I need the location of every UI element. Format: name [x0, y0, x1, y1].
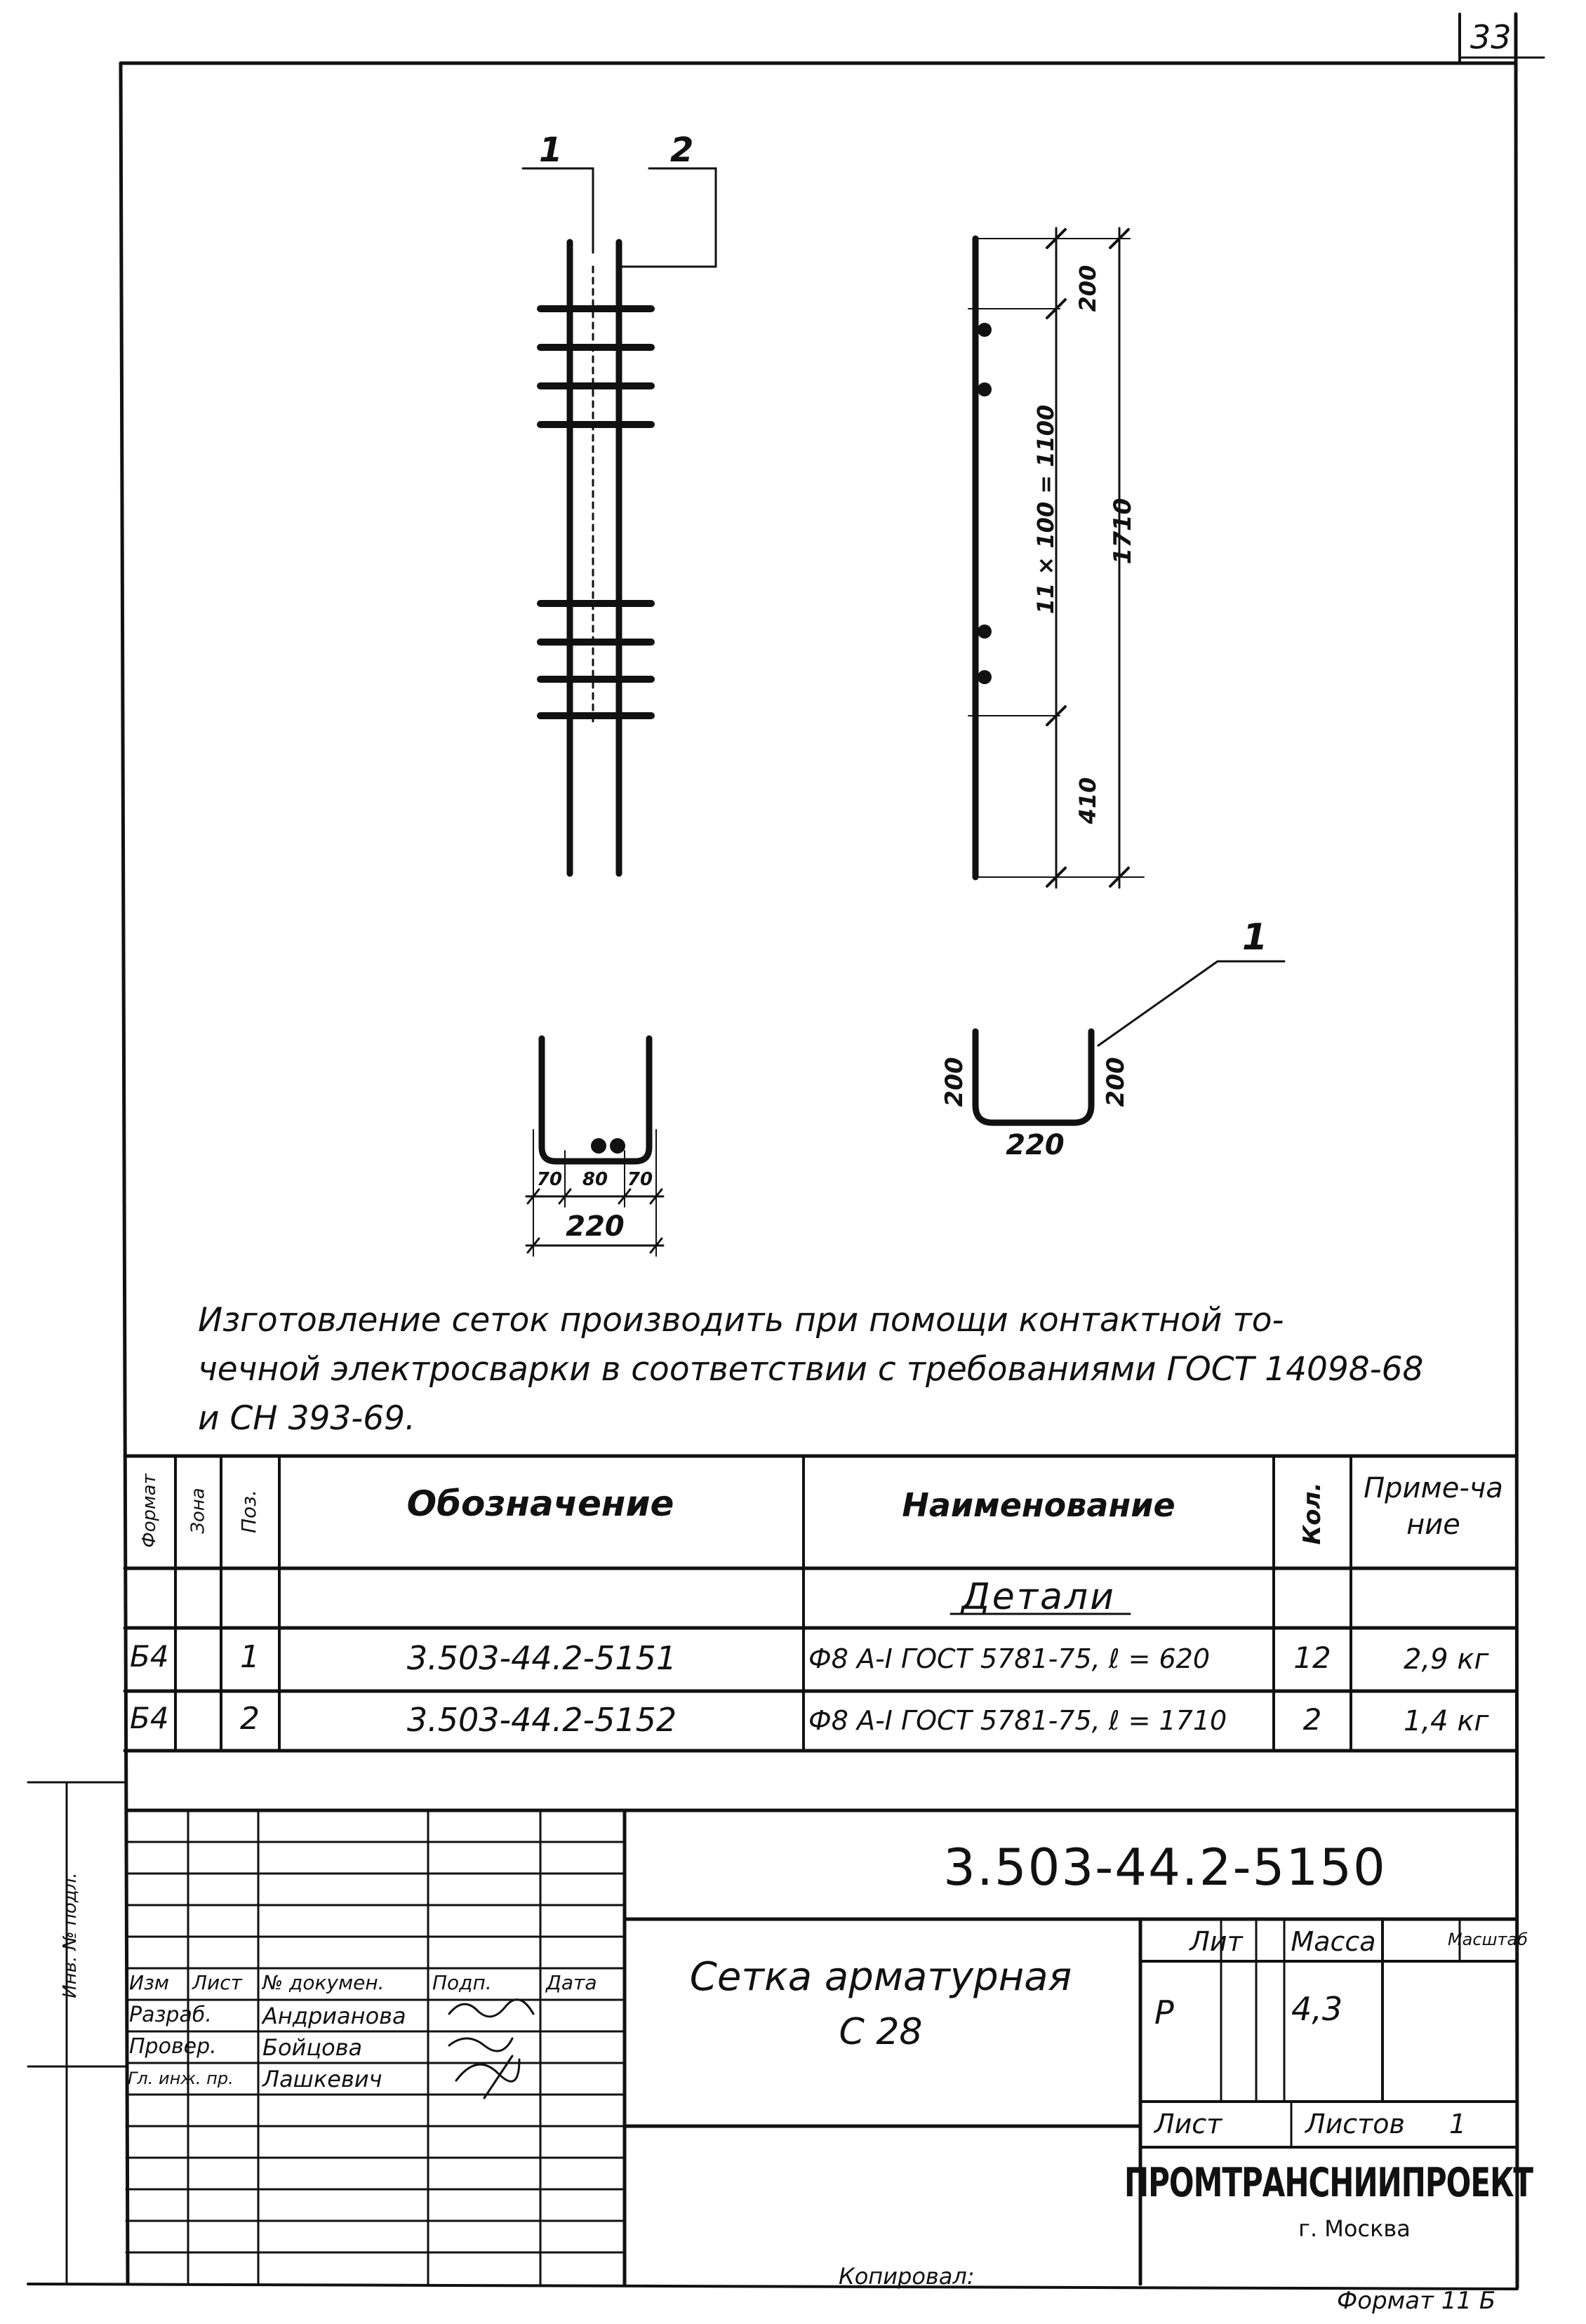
th-pos: Поз.: [237, 1490, 260, 1533]
copied-label: Копировал:: [839, 2263, 975, 2290]
th-note: Приме-чание: [1364, 1472, 1503, 1541]
note-line-1: Изготовление сеток производить при помощи контактной то-: [198, 1301, 1284, 1340]
section-title: Детали: [961, 1576, 1116, 1618]
col-izm: Изм: [129, 1971, 169, 1994]
org-name: ПРОМТРАНСНИИПРОЕКТ: [1124, 2159, 1533, 2206]
dim-bottom: 410: [1074, 777, 1101, 824]
format-label: Формат 11 Б: [1337, 2287, 1496, 2315]
scale-label: Масштаб: [1447, 1930, 1528, 1949]
dim-middle: 11 × 100 = 1100: [1032, 404, 1059, 615]
dim-u-left: 200: [940, 1057, 968, 1107]
lit-label: Лит: [1190, 1926, 1243, 1957]
role-3: Гл. инж. пр.: [128, 2069, 234, 2088]
role-2-name: Бойцова: [262, 2034, 363, 2061]
page-number: 33: [1470, 18, 1512, 56]
role-1-name: Андрианова: [262, 2003, 406, 2029]
mass-label: Масса: [1291, 1926, 1376, 1957]
role-1: Разраб.: [129, 2003, 212, 2027]
dim-seg-2: 80: [582, 1169, 608, 1190]
col-list: Лист: [192, 1971, 242, 1994]
row-1-pos: 1: [240, 1639, 260, 1675]
col-sign: Подп.: [432, 1971, 492, 1994]
dim-total: 1710: [1109, 497, 1137, 565]
row-1-qty: 12: [1293, 1641, 1331, 1675]
row-2-format: Б4: [130, 1701, 169, 1735]
lit-value: Р: [1154, 1994, 1174, 2031]
row-1-designation: 3.503-44.2-5151: [406, 1639, 677, 1677]
mass-value: 4,3: [1291, 1990, 1343, 2028]
dim-section-total: 220: [566, 1210, 625, 1243]
frame-bottom: [28, 2284, 1517, 2289]
row-2-designation: 3.503-44.2-5152: [406, 1701, 677, 1739]
row-2-note: 1,4 кг: [1404, 1705, 1489, 1737]
th-designation: Обозначение: [406, 1483, 674, 1524]
note-line-2: чечной электросварки в соответствии с требованиями ГОСТ 14098-68: [198, 1350, 1424, 1389]
dim-top: 200: [1074, 265, 1101, 312]
row-1-format: Б4: [130, 1639, 169, 1674]
th-format: Формат: [139, 1474, 160, 1548]
frame-left: [121, 63, 128, 2284]
role-2: Провер.: [129, 2034, 217, 2059]
callout-2: 2: [670, 131, 694, 170]
dim-u-width: 220: [1006, 1129, 1065, 1161]
margin-note: Инв. № подл.: [60, 1872, 81, 1998]
th-qty: Кол.: [1298, 1482, 1326, 1545]
row-2-pos: 2: [240, 1701, 260, 1737]
org-city: г. Москва: [1298, 2215, 1411, 2242]
title-line-1: Сетка арматурная: [689, 1954, 1072, 2000]
row-1-name: Ф8 А-I ГОСТ 5781-75, ℓ = 620: [808, 1643, 1211, 1674]
row-2-qty: 2: [1302, 1702, 1322, 1737]
dim-seg-1: 70: [536, 1169, 563, 1190]
cross-bars: [540, 309, 651, 716]
title-line-2: С 28: [839, 2011, 923, 2053]
sheets-label: Листов: [1305, 2109, 1405, 2139]
th-name: Наименование: [902, 1486, 1175, 1524]
dim-seg-3: 70: [627, 1169, 653, 1190]
row-2-name: Ф8 А-I ГОСТ 5781-75, ℓ = 1710: [808, 1705, 1227, 1736]
sheets-value: 1: [1449, 2109, 1467, 2139]
callout-1: 1: [539, 131, 563, 170]
dim-u-right: 200: [1102, 1057, 1130, 1107]
col-doc: № докумен.: [262, 1971, 385, 1994]
row-1-note: 2,9 кг: [1404, 1643, 1489, 1676]
sheet-label: Лист: [1154, 2109, 1222, 2139]
weld-points: [591, 323, 992, 1154]
doc-number: 3.503-44.2-5150: [943, 1838, 1387, 1897]
col-date: Дата: [546, 1971, 597, 1994]
role-3-name: Лашкевич: [262, 2066, 382, 2092]
th-zone: Зона: [187, 1488, 209, 1534]
note-line-3: и СН 393-69.: [198, 1399, 415, 1438]
callout-bottom-1: 1: [1242, 916, 1268, 959]
